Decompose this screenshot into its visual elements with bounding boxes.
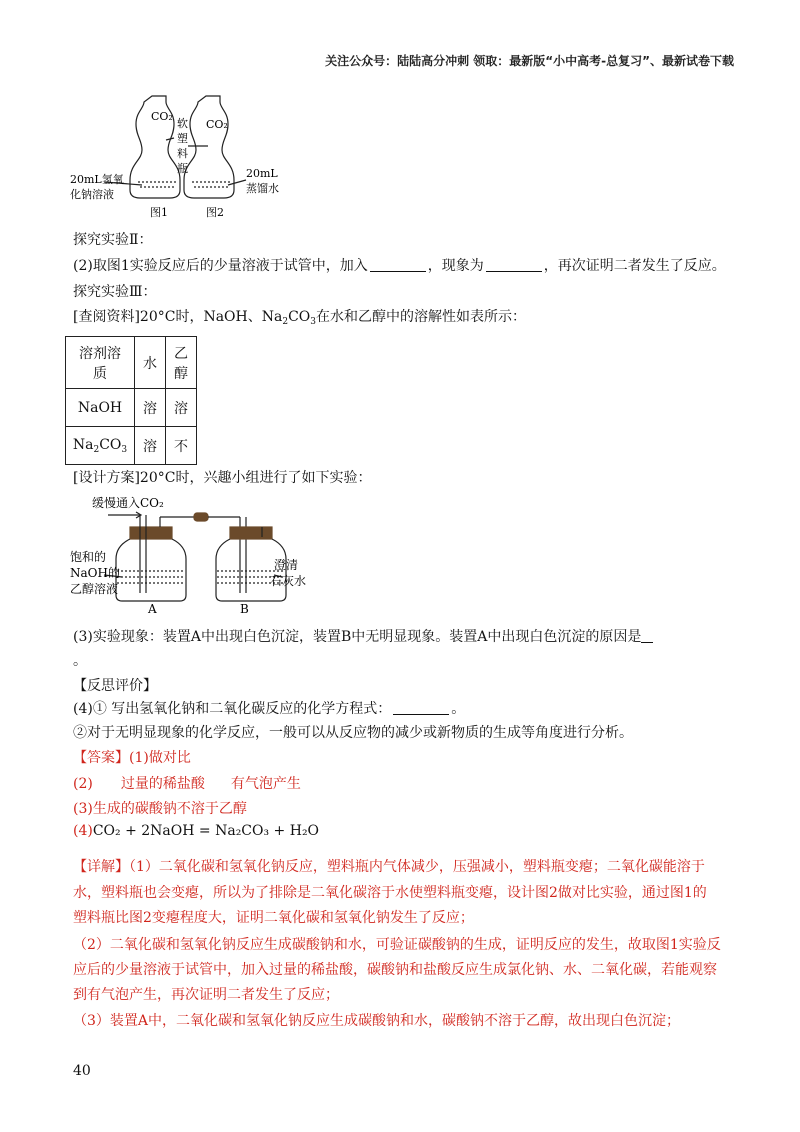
page-number: 40 (73, 1063, 91, 1079)
svg-text:化钠溶液: 化钠溶液 (70, 188, 114, 201)
question-4-1: (4)① 写出氢氧化钠和二氧化碳反应的化学方程式： 。 (73, 701, 466, 717)
reflect-heading: 【反思评价】 (73, 678, 157, 694)
design-line: [设计方案]20°C时，兴趣小组进行了如下实验： (73, 470, 372, 486)
reference-line: [查阅资料]20°C时，NaOH、$Na_2CO_3$在水和乙醇中的溶解性如表所示： (73, 309, 527, 327)
svg-text:20mL氢氧: 20mL氢氧 (70, 173, 124, 186)
gas-inlet-label: 缓慢通入CO₂ (92, 496, 164, 510)
apparatus-figure (70, 493, 310, 618)
svg-text:料: 料 (177, 147, 188, 160)
answer-4: (4)CO₂ + 2NaOH = Na₂CO₃ + H₂O (73, 823, 320, 839)
solubility-table: 溶剂溶 质 水 乙 醇 NaOH 溶 溶 $Na_2CO_3$ 溶 不 (65, 336, 197, 465)
question-3: (3)实验现象：装置A中出现白色沉淀，装置B中无明显现象。装置A中出现白色沉淀的原因是 (73, 626, 653, 646)
detail-p1a: 【详解】（1）二氧化碳和氢氧化钠反应，塑料瓶内气体减少，压强减小，塑料瓶变瘪；二氧化碳能溶于 (73, 859, 705, 875)
exp2-heading: 探究实验Ⅱ： (73, 232, 153, 248)
fig1-caption: 图1 (150, 206, 168, 219)
question-3-end: 。 (73, 653, 87, 669)
svg-text:塑: 塑 (177, 132, 188, 145)
detail-p2b: 应后的少量溶液于试管中，加入过量的稀盐酸，碳酸钠和盐酸反应生成氯化钠、水、二氧化碳，若能观察 (73, 962, 717, 978)
detail-p1b: 水，塑料瓶也会变瘪，所以为了排除是二氧化碳溶于水使塑料瓶变瘪，设计图2做对比实验，通过图1的 (73, 885, 707, 901)
detail-p3: （3）装置A中，二氧化碳和氢氧化钠反应生成碳酸钠和水，碳酸钠不溶于乙醇，故出现白色沉淀； (73, 1013, 681, 1029)
co2-label-2: CO₂ (206, 118, 228, 131)
detail-p2c: 到有气泡产生，再次证明二者发生了反应； (73, 987, 339, 1003)
bottle-b-label: B (240, 602, 249, 616)
svg-text:石灰水: 石灰水 (270, 574, 307, 588)
answer-blank[interactable] (486, 257, 542, 272)
bottle-a-label: A (148, 602, 157, 616)
answer-2: (2) 过量的稀盐酸 有气泡产生 (73, 776, 301, 792)
svg-text:乙醇溶液: 乙醇溶液 (70, 582, 119, 596)
svg-text:瓶: 瓶 (177, 162, 188, 175)
answer-blank[interactable] (641, 628, 653, 643)
answer-1: 【答案】(1)做对比 (73, 750, 191, 766)
answer-3: (3)生成的碳酸钠不溶于乙醇 (73, 801, 247, 817)
answer-blank[interactable] (370, 257, 426, 272)
fig2-caption: 图2 (206, 206, 224, 219)
svg-text:软: 软 (177, 117, 188, 130)
question-4-2: ②对于无明显现象的化学反应，一般可以从反应物的减少或新物质的生成等角度进行分析。 (73, 725, 633, 741)
co2-label-1: CO₂ (151, 110, 173, 123)
page-header: 关注公众号：陆陆高分冲刺 领取：最新版“小中高考-总复习”、最新试卷下载 (325, 54, 734, 68)
svg-text:20mL: 20mL (246, 167, 278, 180)
svg-text:饱和的: 饱和的 (70, 550, 107, 564)
exp3-heading: 探究实验Ⅲ： (73, 284, 157, 300)
chemical-equation: CO₂ + 2NaOH = Na₂CO₃ + H₂O (92, 823, 320, 839)
question-2: (2)取图1实验反应后的少量溶液于试管中，加入 ，现象为 ，再次证明二者发生了反应。 (73, 258, 726, 274)
detail-p1c: 塑料瓶比图2变瘪程度大，证明二氧化碳和氢氧化钠发生了反应； (73, 910, 474, 926)
detail-p2a: （2）二氧化碳和氢氧化钠反应生成碳酸钠和水，可验证碳酸钠的生成，证明反应的发生，故取图1实验反 (73, 937, 721, 953)
svg-text:澄清: 澄清 (274, 558, 299, 572)
svg-text:NaOH的: NaOH的 (70, 566, 120, 580)
svg-text:蒸馏水: 蒸馏水 (246, 182, 279, 195)
answer-blank[interactable] (393, 700, 449, 715)
bottle-figure (70, 90, 300, 225)
